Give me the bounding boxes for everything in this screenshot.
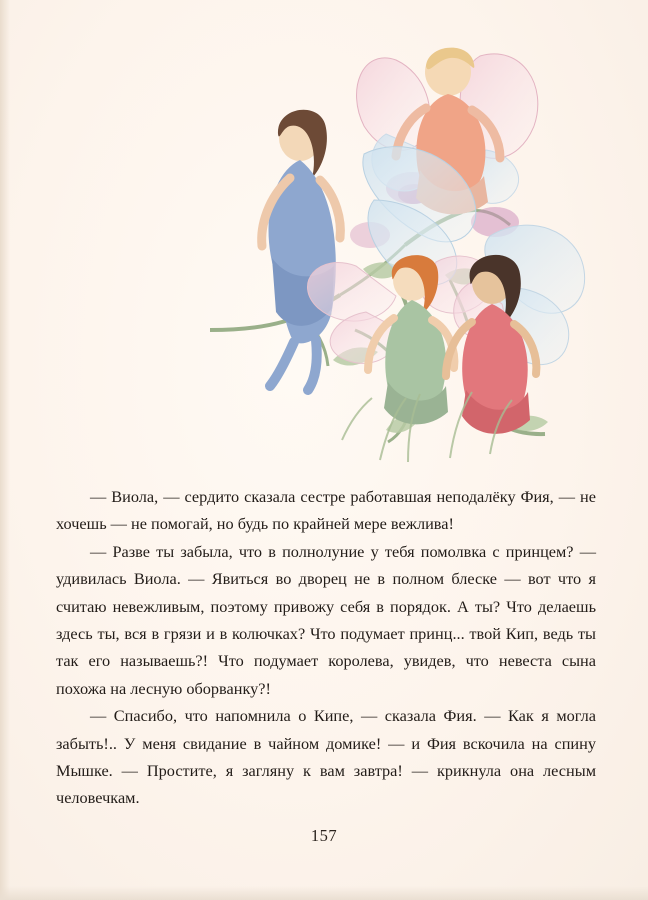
page-number: 157 xyxy=(310,826,338,845)
paragraph-3: — Спасибо, что напомнила о Кипе, — сказала Фия. — Как я могла забыть!.. У меня свидание в чайном домике! — и Фия вскочила на спину Мышке. — Простите, я загляну к вам завтра! — крикнула она лесным человечкам. xyxy=(56,706,596,808)
page-edge-shadow-bottom xyxy=(0,886,648,900)
paragraph-2: — Разве ты забыла, что в полнолуние у тебя помолвка с принцем? — удивилась Виола. — Явиться во дворец не в полном блеске — вот что я считаю невежливым, поэтому привожу себя в порядок. А ты? Что делаешь здесь ты, вся в грязи и в колючках? Что подумает принц... твой Кип, ведь ты так его называешь?! Что подумает королева, увидев, что невеста сына похожа на лесную оборванку?! xyxy=(56,541,596,698)
fairy-illustration xyxy=(150,30,590,470)
page-edge-shadow-left xyxy=(0,0,10,900)
paragraph-1: — Виола, — сердито сказала сестре работавшая неподалёку Фия, — не хочешь — не помогай, но будь по крайней мере вежлива! xyxy=(56,487,596,534)
body-text xyxy=(56,483,596,812)
